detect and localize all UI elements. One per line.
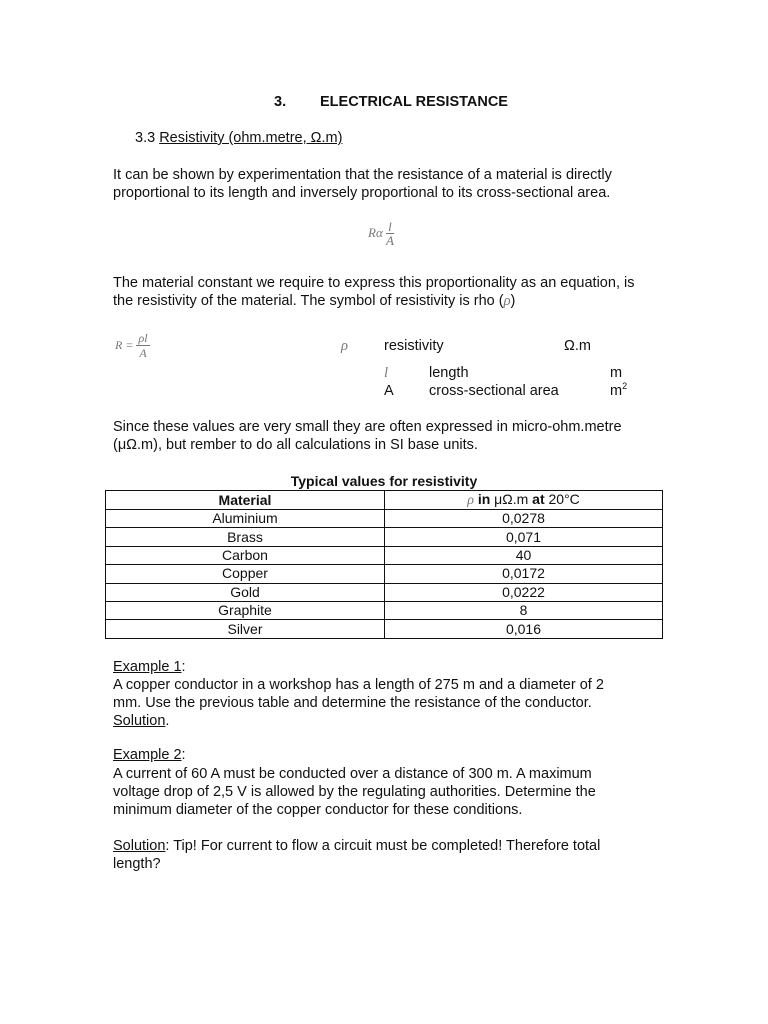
header-in: in	[473, 491, 495, 507]
cell-material: Copper	[106, 565, 385, 583]
legend-unit-resistivity: Ω.m	[564, 338, 591, 354]
formula1-denominator: A	[386, 233, 394, 248]
subsection-heading	[135, 130, 342, 146]
cell-value: 8	[385, 601, 663, 619]
section-number: 3.	[274, 94, 287, 110]
cell-material: Carbon	[106, 546, 385, 564]
subsection-prefix: 3.3	[135, 130, 160, 146]
cell-value: 0,0222	[385, 583, 663, 601]
rho-symbol: ρ	[503, 293, 511, 309]
example1-colon: :	[181, 659, 186, 675]
resistivity-paragraph-text: The material constant we require to express this proportionality as an equation, is the resistivity of the material. The symbol of resistivity is rho (	[113, 275, 635, 309]
example2-label-line	[113, 746, 658, 764]
formula2-numerator: ρl	[138, 331, 148, 345]
example1-label: Example 1	[113, 659, 182, 675]
micro-ohm-paragraph: Since these values are very small they are often expressed in micro-ohm.metre (μΩ.m), but rember to do all calculations in SI base units.	[113, 419, 622, 453]
cell-value: 0,016	[385, 620, 663, 638]
table-row	[106, 510, 663, 528]
cell-value: 0,0172	[385, 565, 663, 583]
table-row	[106, 565, 663, 583]
table-row	[106, 601, 663, 619]
proportionality-formula	[368, 220, 394, 248]
intro-paragraph: It can be shown by experimentation that the resistance of a material is directly proportional to its length and inversely proportional to its cross-sectional area.	[113, 167, 612, 201]
cell-material: Gold	[106, 583, 385, 601]
page-title: ELECTRICAL RESISTANCE	[320, 94, 508, 110]
solution2-paragraph	[113, 837, 625, 873]
header-temperature: 20°C	[548, 491, 580, 507]
example1-label-line	[113, 658, 658, 676]
legend-name-area: cross-sectional area	[429, 383, 559, 399]
legend-symbol-length: l	[384, 365, 389, 381]
table-header-row	[106, 491, 663, 510]
solution2-label: Solution	[113, 838, 166, 854]
formula1-lhs: Rα	[368, 224, 383, 240]
example2-colon: :	[181, 747, 186, 763]
table-caption: Typical values for resistivity	[290, 473, 478, 489]
formula1-numerator: l	[386, 220, 394, 234]
legend-symbol-area: A	[384, 383, 394, 399]
example1-text: A copper conductor in a workshop has a length of 275 m and a diameter of 2 mm. Use the previous table and determine the resistance of the conductor.	[113, 677, 604, 711]
table-row	[106, 583, 663, 601]
example1-solution-period: .	[165, 713, 170, 729]
legend-unit-area-exponent: 2	[622, 381, 628, 392]
example1-solution: Solution	[113, 713, 166, 729]
header-unit: μΩ.m	[494, 491, 529, 507]
formula2-denominator: A	[139, 346, 147, 360]
header-at: at	[528, 491, 549, 507]
cell-value: 0,071	[385, 528, 663, 546]
resistivity-paragraph	[113, 274, 658, 310]
formula2-lhs: R =	[115, 337, 134, 352]
cell-material: Graphite	[106, 601, 385, 619]
legend-name-length: length	[429, 365, 469, 381]
cell-value: 40	[385, 546, 663, 564]
legend-name-resistivity: resistivity	[384, 338, 444, 354]
table-row	[106, 546, 663, 564]
resistance-formula	[115, 332, 150, 360]
header-material: Material	[106, 491, 385, 510]
resistivity-paragraph-close: )	[510, 293, 516, 309]
cell-value: 0,0278	[385, 510, 663, 528]
cell-material: Silver	[106, 620, 385, 638]
table-row	[106, 528, 663, 546]
resistivity-table	[105, 490, 663, 639]
legend-symbol-rho: ρ	[341, 338, 348, 354]
cell-material: Brass	[106, 528, 385, 546]
header-rho-symbol: ρ	[467, 493, 474, 508]
subsection-title: Resistivity (ohm.metre, Ω.m)	[159, 130, 343, 146]
example2-text: A current of 60 A must be conducted over a distance of 300 m. A maximum voltage drop of 2,5 V is allowed by the regulating authorities. Determine the minimum diameter of the copper conductor for these conditions.	[113, 766, 596, 818]
example1-solution-line	[113, 712, 658, 730]
cell-material: Aluminium	[106, 510, 385, 528]
example2-label: Example 2	[113, 747, 182, 763]
solution2-text: : Tip! For current to flow a circuit must be completed! Therefore total length?	[113, 838, 601, 872]
legend-unit-area-base: m	[610, 383, 623, 399]
legend-unit-area	[610, 383, 627, 399]
table-row	[106, 620, 663, 638]
legend-unit-length: m	[610, 365, 623, 381]
header-resistivity	[385, 491, 663, 510]
